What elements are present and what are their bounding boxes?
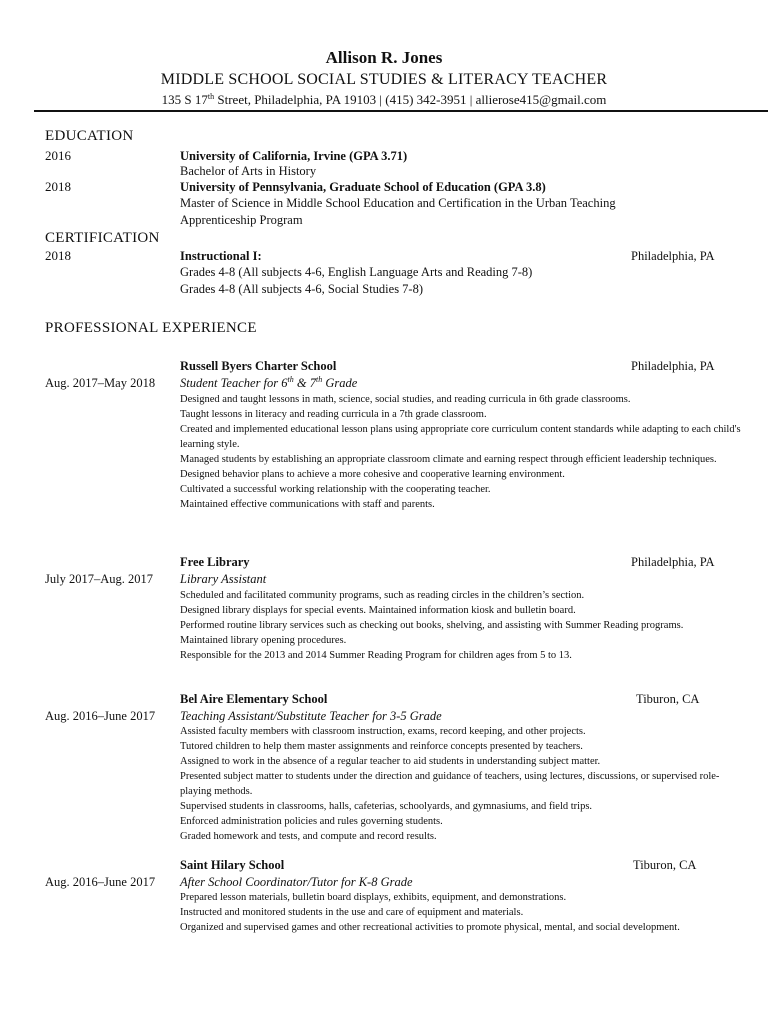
job-3-organization: Bel Aire Elementary School xyxy=(180,692,328,706)
education-year-2: 2018 xyxy=(45,179,71,194)
job-2-duties xyxy=(180,588,745,663)
job-3-dates: Aug. 2016–June 2017 xyxy=(45,709,156,723)
education-school-2: University of Pennsylvania, Graduate School of Education (GPA 3.8) xyxy=(180,180,546,194)
resume-name: Allison R. Jones xyxy=(325,48,443,67)
job-4-dates: Aug. 2016–June 2017 xyxy=(45,875,156,889)
duty-line: Organized and supervised games and other recreational activities to promote physical, mental, and social development. xyxy=(180,922,680,933)
role-text: & 7 xyxy=(293,376,316,390)
job-1-role xyxy=(180,376,357,391)
education-heading: EDUCATION xyxy=(45,128,134,144)
header-divider xyxy=(34,110,768,112)
job-4-location: Tiburon, CA xyxy=(633,858,697,872)
certification-line-2: Grades 4-8 (All subjects 4-6, Social Studies 7-8) xyxy=(180,282,424,296)
address-rest: Street, Philadelphia, PA 19103 | (415) 342-3951 | allierose415@gmail.com xyxy=(214,92,607,107)
experience-heading: PROFESSIONAL EXPERIENCE xyxy=(45,320,257,336)
job-2-organization: Free Library xyxy=(180,555,250,569)
address-ordinal: th xyxy=(207,92,215,101)
role-text: Grade xyxy=(322,376,358,390)
education-school-1: University of California, Irvine (GPA 3.71) xyxy=(180,149,408,163)
duty-line: Assisted faculty members with classroom instruction, exams, record keeping, and other projects. xyxy=(180,726,586,737)
duty-line: Prepared lesson materials, bulletin board displays, exhibits, equipment, and demonstrations. xyxy=(180,892,567,903)
education-degree-1: Bachelor of Arts in History xyxy=(180,164,317,178)
duty-line: Designed behavior plans to achieve a more cohesive and cooperative learning environment. xyxy=(180,469,565,480)
duty-line: Tutored children to help them master assignments and reinforce concepts presented by teachers. xyxy=(180,741,583,752)
duty-line: Created and implemented educational lesson plans using appropriate core curriculum content standards while adapting to each child's learning style. xyxy=(180,424,741,450)
certification-line-1: Grades 4-8 (All subjects 4-6, English Language Arts and Reading 7-8) xyxy=(180,265,533,279)
address-start: 135 S 17 xyxy=(161,92,208,107)
education-degree-2: Master of Science in Middle School Education and Certification in the Urban Teaching xyxy=(180,196,616,210)
certification-heading: CERTIFICATION xyxy=(45,230,160,246)
role-ordinal: th xyxy=(316,375,323,384)
job-4-organization: Saint Hilary School xyxy=(180,858,285,872)
job-2-location: Philadelphia, PA xyxy=(631,555,715,569)
duty-line: Taught lessons in literacy and reading curricula in a 7th grade classroom. xyxy=(180,409,487,420)
job-1-location: Philadelphia, PA xyxy=(631,359,715,373)
job-3-role: Teaching Assistant/Substitute Teacher for 3-5 Grade xyxy=(180,709,442,723)
duty-line: Performed routine library services such as checking out books, shelving, and assisting with Summer Reading programs. xyxy=(180,620,684,631)
job-1-duties xyxy=(180,392,745,512)
job-3-location: Tiburon, CA xyxy=(636,692,700,706)
job-4-role: After School Coordinator/Tutor for K-8 Grade xyxy=(180,875,413,889)
duty-line: Cultivated a successful working relationship with the cooperating teacher. xyxy=(180,484,491,495)
education-year-1: 2016 xyxy=(45,148,71,163)
duty-line: Presented subject matter to students under the direction and guidance of teachers, using lectures, discussions, or supervised role-playing methods. xyxy=(180,771,720,797)
duty-line: Enforced administration policies and rules governing students. xyxy=(180,816,443,827)
job-2-role: Library Assistant xyxy=(180,572,267,586)
duty-line: Instructed and monitored students in the use and care of equipment and materials. xyxy=(180,907,524,918)
contact-line xyxy=(0,92,768,108)
job-3-duties xyxy=(180,724,745,844)
role-ordinal: th xyxy=(287,375,294,384)
duty-line: Maintained library opening procedures. xyxy=(180,635,347,646)
education-degree-2-cont: Apprenticeship Program xyxy=(180,213,303,227)
role-text: Student Teacher for 6 xyxy=(180,376,288,390)
resume-title: MIDDLE SCHOOL SOCIAL STUDIES & LITERACY TEACHER xyxy=(160,71,608,88)
certification-title: Instructional I: xyxy=(180,249,262,263)
duty-line: Scheduled and facilitated community programs, such as reading circles in the children’s section. xyxy=(180,590,585,601)
duty-line: Designed and taught lessons in math, science, social studies, and reading curricula in 6th grade classrooms. xyxy=(180,394,631,405)
duty-line: Assigned to work in the absence of a regular teacher to aid students in understanding subject matter. xyxy=(180,756,601,767)
certification-year: 2018 xyxy=(45,248,71,263)
duty-line: Supervised students in classrooms, halls, cafeterias, schoolyards, and gymnasiums, and field trips. xyxy=(180,801,593,812)
duty-line: Graded homework and tests, and compute and record results. xyxy=(180,831,437,842)
duty-line: Maintained effective communications with staff and parents. xyxy=(180,499,435,510)
duty-line: Designed library displays for special events. Maintained information kiosk and bulletin board. xyxy=(180,605,576,616)
job-4-duties xyxy=(180,890,745,935)
duty-line: Managed students by establishing an appropriate classroom climate and earning respect through efficient leadership techniques. xyxy=(180,454,717,465)
job-2-dates: July 2017–Aug. 2017 xyxy=(45,572,153,586)
duty-line: Responsible for the 2013 and 2014 Summer Reading Program for children ages from 5 to 13. xyxy=(180,650,572,661)
certification-location: Philadelphia, PA xyxy=(631,249,715,263)
job-1-organization: Russell Byers Charter School xyxy=(180,359,337,373)
job-1-dates: Aug. 2017–May 2018 xyxy=(45,376,156,390)
